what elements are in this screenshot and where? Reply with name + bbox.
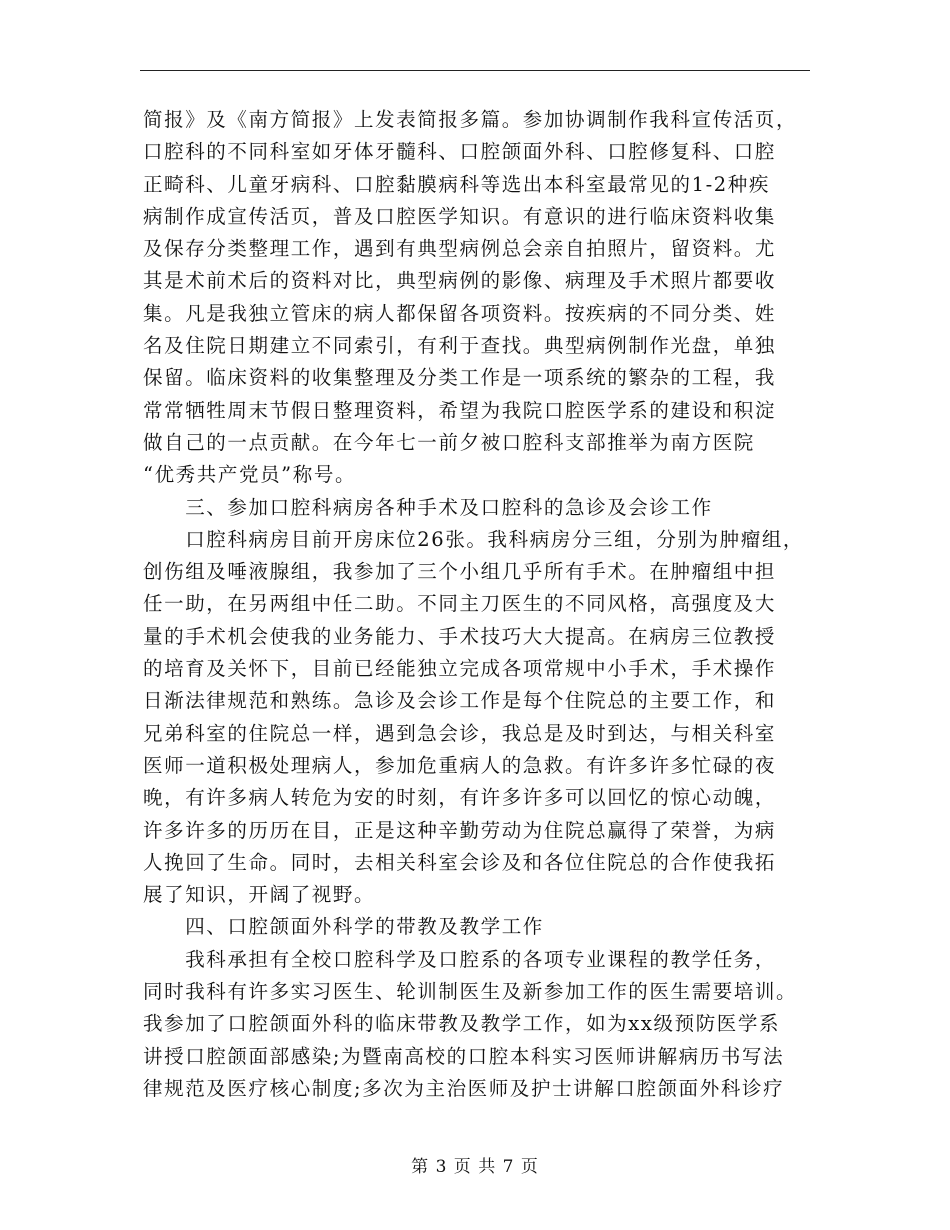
text-line: 名及住院日期建立不同索引，有利于查找。典型病例制作光盘，单独 [143, 334, 777, 358]
text-line: 常常牺牲周末节假日整理资料，希望为我院口腔医学系的建设和积淀 [143, 398, 777, 422]
text-line: 我参加了口腔颌面外科的临床带教及教学工作，如为xx级预防医学系 [143, 1012, 781, 1036]
text-line: 其是术前术后的资料对比，典型病例的影像、病理及手术照片都要收 [143, 269, 777, 293]
text-line: 病制作成宣传活页，普及口腔医学知识。有意识的进行临床资料收集 [143, 204, 777, 228]
text-line: 集。凡是我独立管床的病人都保留各项资料。按疾病的不同分类、姓 [143, 301, 777, 325]
text-line: 展了知识，开阔了视野。 [143, 883, 376, 907]
text-line: 口腔科的不同科室如牙体牙髓科、口腔颌面外科、口腔修复科、口腔 [143, 140, 777, 164]
text-line: 简报》及《南方简报》上发表简报多篇。参加协调制作我科宣传活页， [143, 108, 798, 131]
text-line: 三、参加口腔科病房各种手术及口腔科的急诊及会诊工作 [143, 495, 713, 519]
text-line: 的培育及关怀下，目前已经能独立完成各项常规中小手术，手术操作 [143, 657, 777, 681]
text-line: 医师一道积极处理病人，参加危重病人的急救。有许多许多忙碌的夜 [143, 753, 777, 777]
text-line: 及保存分类整理工作，遇到有典型病例总会亲自拍照片，留资料。尤 [143, 237, 777, 261]
text-line: 四、口腔颌面外科学的带教及教学工作 [143, 915, 544, 939]
header-rule [140, 70, 810, 71]
text-line: 许多许多的历历在目，正是这种辛勤劳动为住院总赢得了荣誉，为病 [143, 818, 777, 842]
page-footer: 第 3 页 共 7 页 [411, 1157, 539, 1177]
text-line: 我科承担有全校口腔科学及口腔系的各项专业课程的教学任务， [143, 947, 777, 971]
body-text [143, 104, 823, 1105]
text-line: 正畸科、儿童牙病科、口腔黏膜病科等选出本科室最常见的1-2种疾 [143, 172, 771, 196]
text-line: 任一助，在另两组中任二助。不同主刀医生的不同风格，高强度及大 [143, 592, 777, 616]
text-line: “优秀共产党员”称号。 [143, 463, 357, 487]
text-line: 创伤组及唾液腺组，我参加了三个小组几乎所有手术。在肿瘤组中担 [143, 560, 777, 584]
text-line: 口腔科病房目前开房床位26张。我科病房分三组，分别为肿瘤组， [143, 527, 805, 551]
text-line: 日渐法律规范和熟练。急诊及会诊工作是每个住院总的主要工作，和 [143, 689, 777, 713]
text-line: 做自己的一点贡献。在今年七一前夕被口腔科支部推举为南方医院 [143, 430, 755, 454]
text-line: 量的手术机会使我的业务能力、手术技巧大大提高。在病房三位教授 [143, 624, 777, 648]
text-line: 同时我科有许多实习医生、轮训制医生及新参加工作的医生需要培训。 [143, 980, 798, 1004]
text-line: 律规范及医疗核心制度;多次为主治医师及护士讲解口腔颌面外科诊疗 [143, 1076, 785, 1100]
text-line: 讲授口腔颌面部感染;为暨南高校的口腔本科实习医师讲解病历书写法 [143, 1044, 785, 1068]
text-line: 人挽回了生命。同时，去相关科室会诊及和各位住院总的合作使我拓 [143, 850, 777, 874]
text-line: 晚，有许多病人转危为安的时刻，有许多许多可以回忆的惊心动魄， [143, 786, 777, 810]
text-line: 保留。临床资料的收集整理及分类工作是一项系统的繁杂的工程，我 [143, 366, 777, 390]
text-line: 兄弟科室的住院总一样，遇到急会诊，我总是及时到达，与相关科室 [143, 721, 777, 745]
